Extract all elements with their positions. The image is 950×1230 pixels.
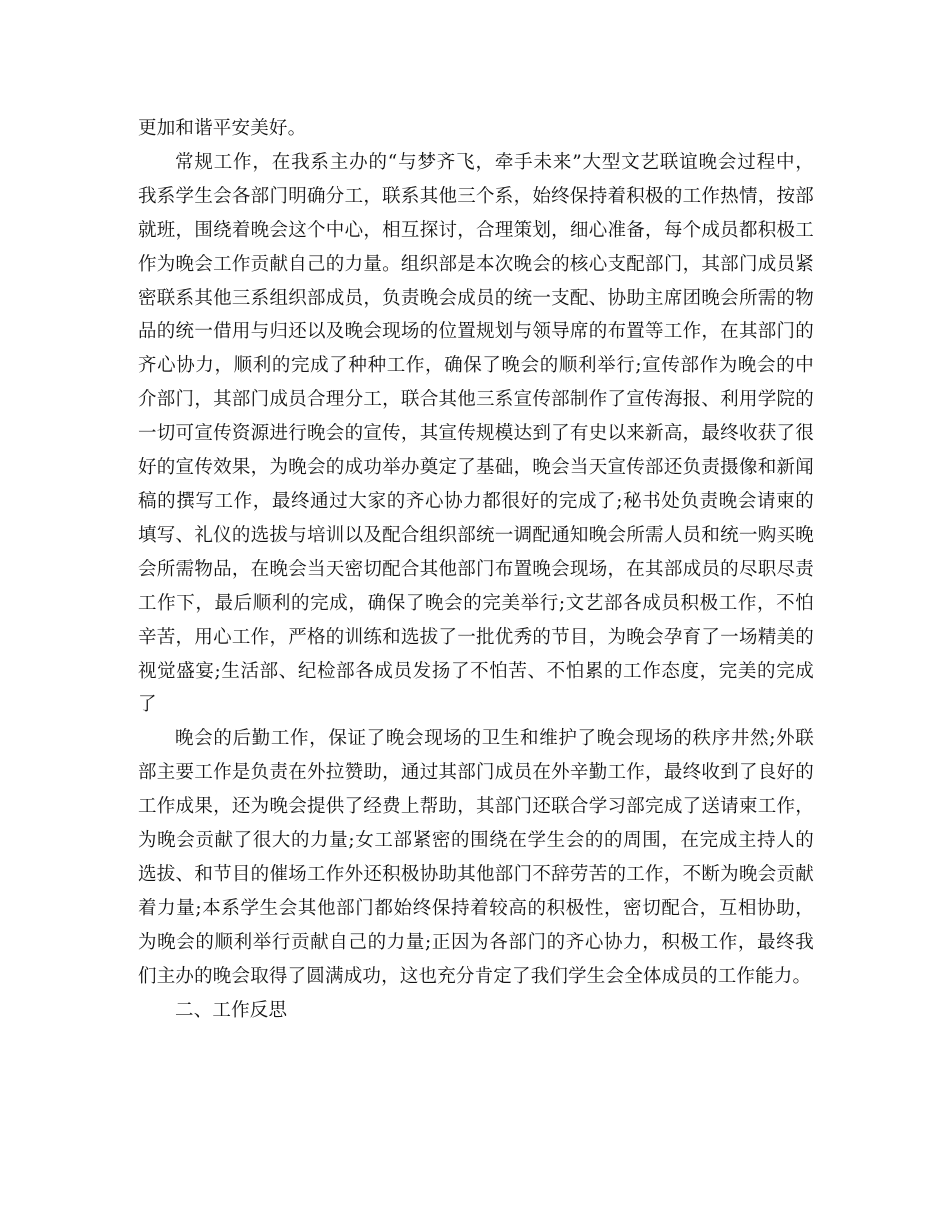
text-line: 晚会的后勤工作，保证了晚会现场的卫生和维护了晚会现场的秩序井然;外联 (175, 728, 814, 750)
text-line: 着力量;本系学生会其他部门都始终保持着较高的积极性，密切配合，互相协助， (138, 897, 814, 919)
text-line: 齐心协力，顺利的完成了种种工作，确保了晚会的顺利举行;宣传部作为晚会的中 (138, 355, 814, 377)
paragraph-intro-tail (138, 112, 814, 146)
paragraph-logistics-work (138, 722, 814, 993)
text-line: 好的宣传效果，为晚会的成功举办奠定了基础，晚会当天宣传部还负责摄像和新闻 (138, 457, 814, 479)
document-body (138, 112, 814, 1027)
text-line: 为晚会的顺利举行贡献自己的力量;正因为各部门的齐心协力，积极工作，最终我 (138, 931, 814, 953)
text-line: 稿的撰写工作，最终通过大家的齐心协力都很好的完成了;秘书处负责晚会请柬的 (138, 490, 814, 512)
text-line: 介部门，其部门成员合理分工，联合其他三系宣传部制作了宣传海报、利用学院的 (138, 389, 814, 411)
text-line: 部主要工作是负责在外拉赞助，通过其部门成员在外辛勤工作，最终收到了良好的 (138, 762, 814, 784)
text-line: 工作成果，还为晚会提供了经费上帮助，其部门还联合学习部完成了送请柬工作， (138, 796, 814, 818)
text-line: 更加和谐平安美好。 (138, 118, 307, 139)
text-line: 们主办的晚会取得了圆满成功，这也充分肯定了我们学生会全体成员的工作能力。 (138, 965, 812, 987)
text-line: 视觉盛宴;生活部、纪检部各成员发扬了不怕苦、不怕累的工作态度，完美的完成 (138, 660, 814, 682)
text-line: 作为晚会工作贡献自己的力量。组织部是本次晚会的核心支配部门，其部门成员紧 (138, 253, 814, 275)
text-line: 品的统一借用与归还以及晚会现场的位置规划与领导席的布置等工作，在其部门的 (138, 321, 814, 343)
text-line: 为晚会贡献了很大的力量;女工部紧密的围绕在学生会的的周围，在完成主持人的 (138, 830, 814, 852)
text-line: 会所需物品，在晚会当天密切配合其他部门布置晚会现场，在其部成员的尽职尽责 (138, 558, 814, 580)
text-line: 辛苦，用心工作，严格的训练和选拔了一批优秀的节目，为晚会孕育了一场精美的 (138, 626, 814, 648)
text-line: 密联系其他三系组织部成员，负责晚会成员的统一支配、协助主席团晚会所需的物 (138, 287, 814, 309)
section-heading: 二、工作反思 (175, 999, 288, 1021)
text-line: 了 (138, 694, 157, 716)
text-line: 工作下，最后顺利的完成，确保了晚会的完美举行;文艺部各成员积极工作，不怕 (138, 592, 814, 614)
paragraph-routine-work (138, 146, 814, 722)
text-line: 常规工作，在我系主办的“与梦齐飞，牵手未来”大型文艺联谊晚会过程中， (175, 151, 814, 173)
text-line: 选拔、和节目的催场工作外还积极协助其他部门不辞劳苦的工作，不断为晚会贡献 (138, 863, 814, 885)
text-line: 就班，围绕着晚会这个中心，相互探讨，合理策划，细心准备，每个成员都积极工 (138, 219, 814, 241)
text-line: 一切可宣传资源进行晚会的宣传，其宣传规模达到了有史以来新高，最终收获了很 (138, 423, 814, 445)
text-line: 我系学生会各部门明确分工，联系其他三个系，始终保持着积极的工作热情，按部 (138, 185, 814, 207)
text-line: 填写、礼仪的选拔与培训以及配合组织部统一调配通知晚会所需人员和统一购买晚 (138, 524, 814, 546)
